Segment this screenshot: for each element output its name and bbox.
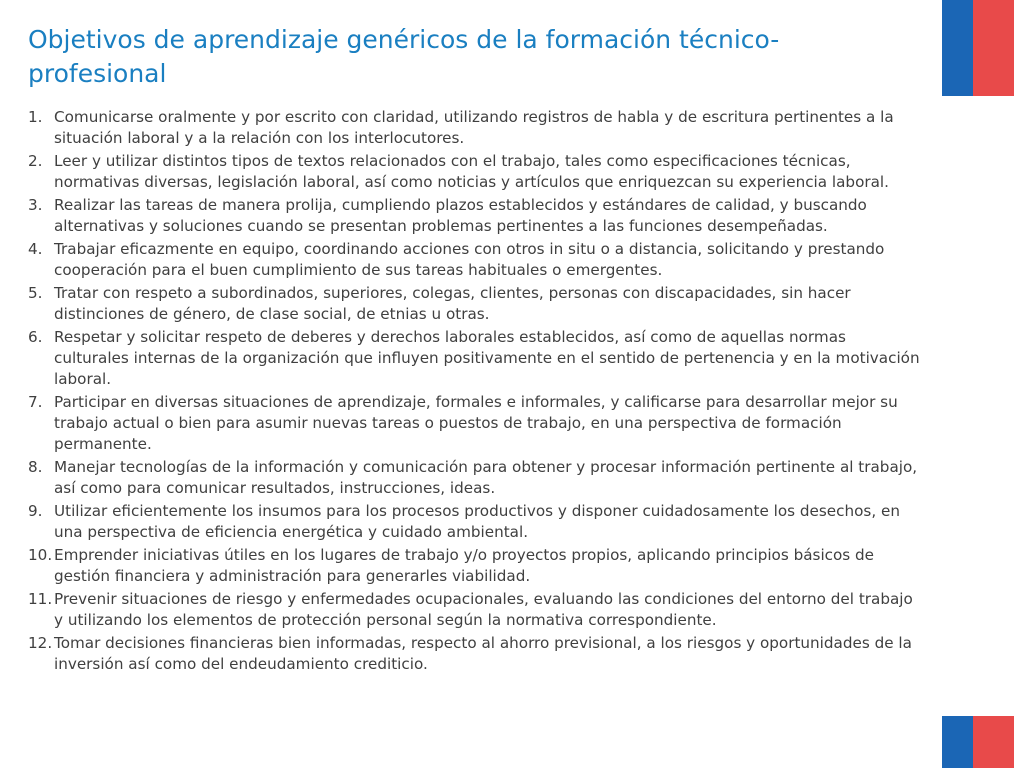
objective-text: Utilizar eficientemente los insumos para los procesos productivos y disponer cuidadosamente los desechos, en una perspectiva de eficiencia energética y cuidado ambiental. bbox=[54, 502, 900, 541]
objective-number: 12. bbox=[28, 634, 53, 652]
objective-number: 10. bbox=[28, 546, 53, 564]
objective-item bbox=[28, 633, 924, 675]
objective-item bbox=[28, 283, 924, 325]
objective-item bbox=[28, 545, 924, 587]
objective-number: 6. bbox=[28, 328, 43, 346]
flag-red-stripe bbox=[973, 0, 1014, 96]
objective-text: Manejar tecnologías de la información y comunicación para obtener y procesar información pertinente al trabajo, así como para comunicar resultados, instrucciones, ideas. bbox=[54, 458, 918, 497]
objective-number: 9. bbox=[28, 502, 43, 520]
objective-item bbox=[28, 239, 924, 281]
objective-text: Emprender iniciativas útiles en los lugares de trabajo y/o proyectos propios, aplicando principios básicos de gestión financiera y administración para generarles viabilidad. bbox=[54, 546, 875, 585]
objective-number: 1. bbox=[28, 108, 43, 126]
objective-text: Leer y utilizar distintos tipos de textos relacionados con el trabajo, tales como especificaciones técnicas, normativas diversas, legislación laboral, así como noticias y artículos que enriquezcan su experiencia laboral. bbox=[54, 152, 889, 191]
objective-text: Tomar decisiones financieras bien informadas, respecto al ahorro previsional, a los riesgos y oportunidades de la inversión así como del endeudamiento crediticio. bbox=[54, 634, 912, 673]
objective-text: Participar en diversas situaciones de aprendizaje, formales e informales, y calificarse para desarrollar mejor su trabajo actual o bien para asumir nuevas tareas o puestos de trabajo, en una perspectiva de formación permanente. bbox=[54, 393, 898, 453]
objective-number: 4. bbox=[28, 240, 43, 258]
slide-title: Objetivos de aprendizaje genéricos de la formación técnico-profesional bbox=[28, 25, 780, 88]
objective-item bbox=[28, 107, 924, 149]
flag-decoration-top bbox=[942, 0, 1014, 96]
objective-item bbox=[28, 589, 924, 631]
flag-blue-stripe bbox=[942, 0, 973, 96]
flag-red-stripe bbox=[973, 716, 1014, 768]
objective-number: 8. bbox=[28, 458, 43, 476]
objective-text: Trabajar eficazmente en equipo, coordinando acciones con otros in situ o a distancia, solicitando y prestando cooperación para el buen cumplimiento de sus tareas habituales o emergentes. bbox=[54, 240, 885, 279]
objective-text: Comunicarse oralmente y por escrito con claridad, utilizando registros de habla y de escritura pertinentes a la situación laboral y a la relación con los interlocutores. bbox=[54, 108, 894, 147]
objective-text: Prevenir situaciones de riesgo y enfermedades ocupacionales, evaluando las condiciones del entorno del trabajo y utilizando los elementos de protección personal según la normativa correspondiente. bbox=[54, 590, 913, 629]
objective-number: 11. bbox=[28, 590, 53, 608]
flag-decoration-bottom bbox=[942, 716, 1014, 768]
objective-item bbox=[28, 501, 924, 543]
objective-number: 7. bbox=[28, 393, 43, 411]
objectives-list bbox=[28, 107, 924, 677]
objective-text: Respetar y solicitar respeto de deberes y derechos laborales establecidos, así como de aquellas normas culturales internas de la organización que influyen positivamente en el sentido de pertenencia y en la motivación laboral. bbox=[54, 328, 920, 388]
objective-number: 3. bbox=[28, 196, 43, 214]
objective-item bbox=[28, 151, 924, 193]
flag-blue-stripe bbox=[942, 716, 973, 768]
objective-number: 5. bbox=[28, 284, 43, 302]
objective-number: 2. bbox=[28, 152, 43, 170]
objective-item bbox=[28, 392, 924, 455]
objective-item bbox=[28, 457, 924, 499]
objective-item bbox=[28, 327, 924, 390]
objective-text: Realizar las tareas de manera prolija, cumpliendo plazos establecidos y estándares de calidad, y buscando alternativas y soluciones cuando se presentan problemas pertinentes a las funciones desempeñadas. bbox=[54, 196, 867, 235]
objective-item bbox=[28, 195, 924, 237]
objective-text: Tratar con respeto a subordinados, superiores, colegas, clientes, personas con discapacidades, sin hacer distinciones de género, de clase social, de etnias u otras. bbox=[54, 284, 851, 323]
